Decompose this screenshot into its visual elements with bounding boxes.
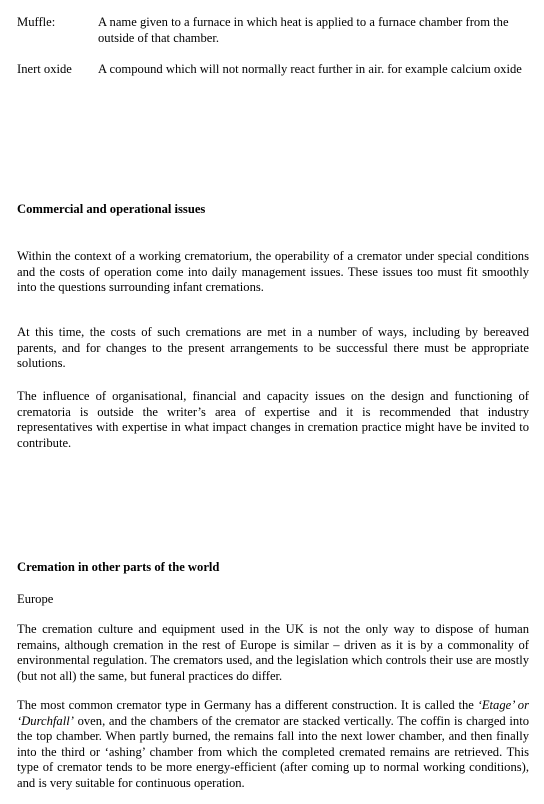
definition-term: Inert oxide [17, 62, 72, 76]
paragraph: At this time, the costs of such cremations are met in a number of ways, including by bereaved parents, and for changes to the present arrangements to be successful there must be appropriate solutions. [17, 325, 529, 370]
paragraph [17, 698, 529, 791]
paragraph: Within the context of a working crematorium, the operability of a cremator under special conditions and the costs of operation come into daily management issues. These issues too must fit smoothly into the questions surrounding infant cremations. [17, 249, 529, 294]
text-span: The most common cremator type in Germany has a different construction. It is called the [17, 698, 478, 712]
text-span: oven, and the chambers of the cremator are stacked vertically. The coffin is charged into the top chamber. When partly burned, the remains fall into the next lower chamber, and then finally into the third or ‘ashing’ chamber from which the completed cremated remains are retrieved. This type of cremator tends to be more energy-efficient (after coming up to normal working conditions), and is very suitable for continuous operation. [17, 713, 529, 790]
definition-term: Muffle: [17, 15, 56, 29]
definition-description: A compound which will not normally react further in air. for example calcium oxide [98, 62, 522, 76]
italic-oven-names: ‘Etage’ or ‘Durchfall’ [17, 698, 530, 728]
section-heading-commercial: Commercial and operational issues [17, 202, 206, 216]
section-heading-world: Cremation in other parts of the world [17, 560, 220, 574]
definition-description: A name given to a furnace in which heat is applied to a furnace chamber from the outside of that chamber. [98, 15, 509, 45]
paragraph: The influence of organisational, financial and capacity issues on the design and functioning of crematoria is outside the writer’s area of expertise and it is recommended that industry representatives with expertise in what impact changes in cremation practice might have be invited to contribute. [17, 389, 529, 450]
subheading-europe: Europe [17, 592, 54, 606]
paragraph: The cremation culture and equipment used in the UK is not the only way to dispose of human remains, although cremation in the rest of Europe is similar – driven as it is by a commonality of environmental regulation. The cremators used, and the legislation which controls their use are mostly (but not all) the same, but funeral practices do differ. [17, 622, 529, 683]
